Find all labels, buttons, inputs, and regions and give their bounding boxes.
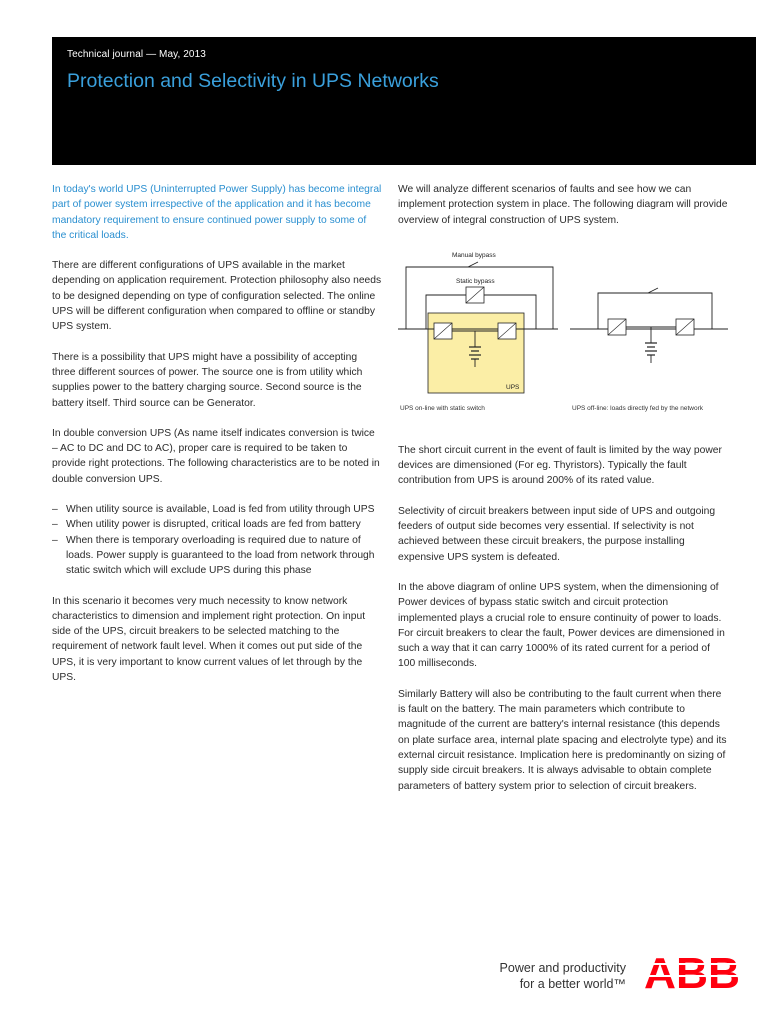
paragraph: There is a possibility that UPS might have a possibility of accepting three different sources of power. The source one is from utility which supplies power to the battery charging source. Second source is the battery itself. Third source can be Generator. xyxy=(52,351,363,409)
tagline-line-1: Power and productivity xyxy=(499,961,626,975)
left-column xyxy=(52,182,382,700)
static-bypass-label: Static bypass xyxy=(456,277,495,285)
ups-label: UPS xyxy=(506,383,520,391)
tagline xyxy=(480,960,626,992)
abb-logo-text: ABB xyxy=(644,952,740,992)
characteristics-list xyxy=(52,502,382,578)
diagram-caption-online: UPS on-line with static switch xyxy=(400,404,485,412)
paragraph: In the above diagram of online UPS system, when the dimensioning of Power devices of bypass static switch and circuit protection implemented plays a crucial role to ensure continuity of power to loads. For circuit breakers to clear the fault, Power devices are dimensioned in such a way that it can carry 1000% of its rated current for a period of 100 milliseconds. xyxy=(398,581,725,670)
paragraph: In double conversion UPS (As name itself indicates conversion is twice – AC to DC and DC to AC), proper care is required to be taken to provide right protections. The following characteristics are to be noted in double conversion UPS. xyxy=(52,427,380,485)
paragraph: Selectivity of circuit breakers between input side of UPS and outgoing feeders of output side becomes very essential. If selectivity is not achieved between these circuit breakers, the purpose installing expensive UPS system is defeated. xyxy=(398,505,716,563)
paragraph: There are different configurations of UPS available in the market depending on application requirement. Protection philosophy also needs to be designed depending on type of configuration selected. The online UPS will be different configuration when compared to offline or standby UPS system. xyxy=(52,260,382,333)
diagram-caption-offline: UPS off-line: loads directly fed by the network xyxy=(572,404,704,412)
header-banner xyxy=(52,37,756,165)
page-title: Protection and Selectivity in UPS Networks xyxy=(67,70,439,92)
abb-logo xyxy=(644,952,742,992)
paragraph: In this scenario it becomes very much necessity to know network characteristics to dimension and implement right protection. On input side of the UPS, circuit breakers to be selected matching to the requirement of network fault level. When it comes out put side of the UPS, it is very important to know current values of let through by the UPS. xyxy=(52,595,366,684)
right-column xyxy=(398,182,728,809)
list-item: – When utility power is disrupted, critical loads are fed from battery xyxy=(52,517,382,532)
paragraph: Similarly Battery will also be contributing to the fault current when there is fault on the battery. The main parameters which contribute to magnitude of the current are battery's internal resistance (this depends on plate surface area, internal plate spacing and electrolyte type) and its external circuit resistance. Implication here is predominantly on sizing of supply side circuit breakers. It is always advisable to obtain complete parameters of battery system prior to selection of circuit breakers. xyxy=(398,688,727,792)
list-item: – When there is temporary overloading is required due to nature of loads. Power supply is guaranteed to the load from network through static switch which will exclude UPS during this phase xyxy=(52,533,382,579)
ups-circuit-drawing xyxy=(398,243,728,403)
paragraph: We will analyze different scenarios of faults and see how we can implement protection system in place. The following diagram will provide overview of integral construction of UPS system. xyxy=(398,184,728,226)
list-item: – When utility source is available, Load is fed from utility through UPS xyxy=(52,502,382,517)
ups-diagram xyxy=(398,243,728,415)
intro-paragraph: In today's world UPS (Uninterrupted Power Supply) has become integral part of power system irrespective of the application and it has become mandatory requirement to ensure continued power supply to some of the critical loads. xyxy=(52,184,382,241)
manual-bypass-label: Manual bypass xyxy=(452,251,496,259)
paragraph: The short circuit current in the event of fault is limited by the way power devices are dimensioned (For eg. Thyristors). Typically the fault contribution from UPS is around 200% of its rated value. xyxy=(398,444,722,487)
journal-label: Technical journal — May, 2013 xyxy=(67,49,206,60)
tagline-line-2: for a better world™ xyxy=(519,977,626,991)
